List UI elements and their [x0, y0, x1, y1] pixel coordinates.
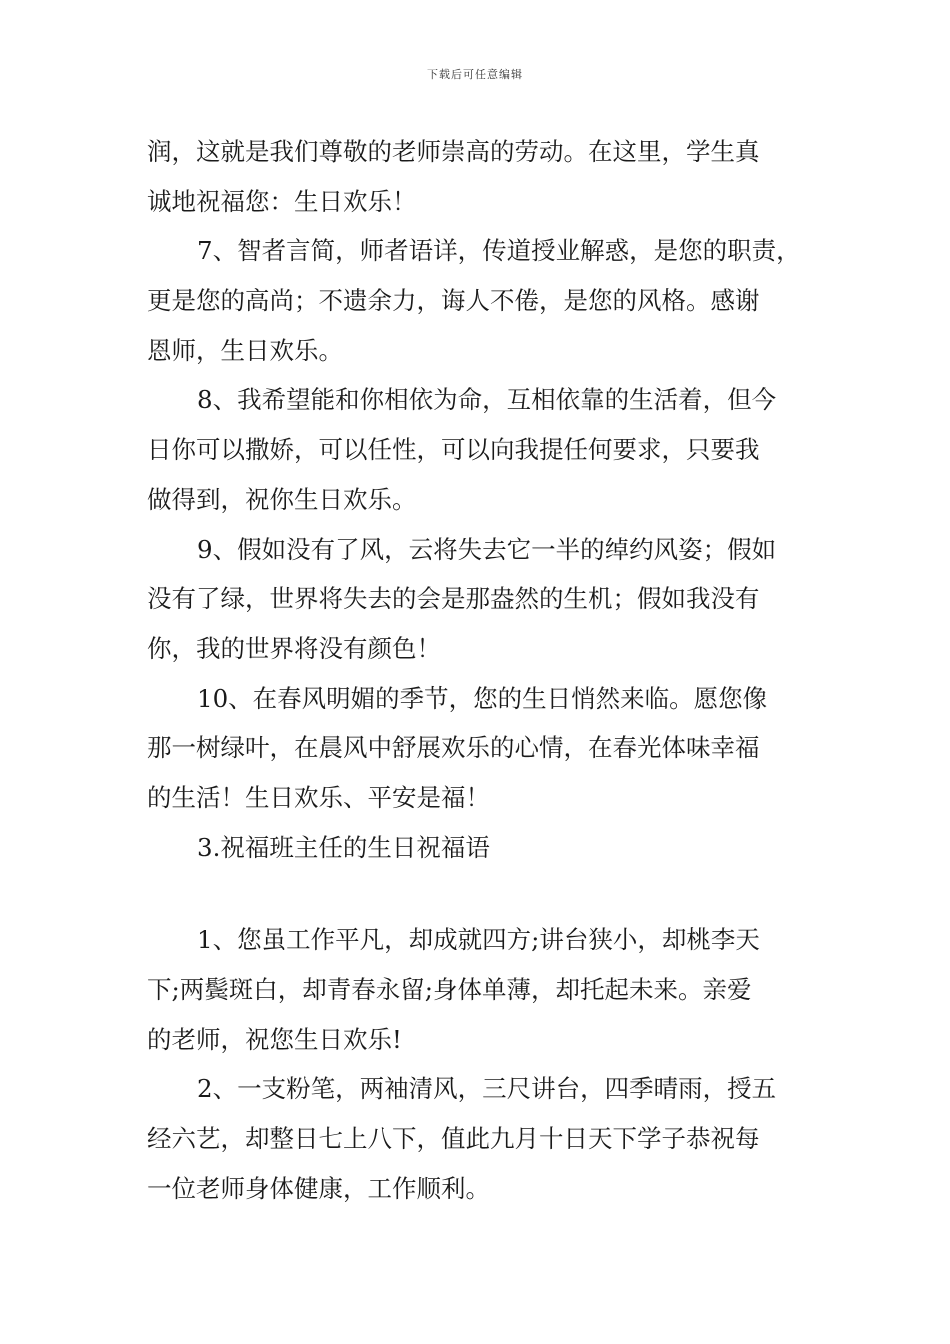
- text-line: 的生活！生日欢乐、平安是福！: [147, 782, 490, 812]
- paragraph-continuation: [147, 127, 832, 226]
- text-line: 诚地祝福您：生日欢乐！: [147, 186, 417, 216]
- text-line: 更是您的高尚；不遗余力，诲人不倦，是您的风格。感谢: [147, 286, 760, 316]
- text-line: 润，这就是我们尊敬的老师崇高的劳动。在这里，学生真: [147, 137, 760, 166]
- text-line: 下;两鬓斑白，却青春永留;身体单薄，却托起未来。亲爱: [147, 975, 752, 1004]
- paragraph-section-item-2: [147, 1064, 832, 1213]
- text-line: 做得到，祝你生日欢乐。: [147, 484, 417, 514]
- paragraph-section-item-1: [147, 915, 832, 1064]
- paragraph-item-10: [147, 674, 832, 823]
- text-line: 7、智者言简，师者语详，传道授业解惑，是您的职责，: [197, 236, 801, 266]
- paragraph-item-9: [147, 525, 832, 674]
- text-line: 恩师，生日欢乐。: [147, 335, 343, 365]
- text-line: 你，我的世界将没有颜色！: [147, 633, 441, 663]
- text-line: 1、您虽工作平凡，却成就四方;讲台狭小，却桃李天: [197, 925, 760, 955]
- text-line: 的老师，祝您生日欢乐!: [147, 1024, 402, 1054]
- page-header: 下载后可任意编辑: [427, 68, 523, 81]
- text-line: 10、在春风明媚的季节，您的生日悄然来临。愿您像: [197, 683, 768, 713]
- text-line: 9、假如没有了风，云将失去它一半的绰约风姿；假如: [197, 534, 777, 564]
- paragraph-item-7: [147, 226, 832, 375]
- text-line: 8、我希望能和你相依为命，互相依靠的生活着，但今: [197, 385, 777, 415]
- text-line: 2、一支粉笔，两袖清风，三尺讲台，四季晴雨，授五: [197, 1074, 777, 1104]
- text-line: 经六艺，却整日七上八下，值此九月十日天下学子恭祝每: [147, 1124, 760, 1154]
- blank-spacer: [147, 872, 832, 915]
- text-line: 一位老师身体健康，工作顺利。: [147, 1173, 490, 1203]
- document-body: [147, 127, 832, 1213]
- paragraph-item-8: [147, 375, 832, 524]
- text-line: 日你可以撒娇，可以任性，可以向我提任何要求，只要我: [147, 435, 760, 465]
- text-line: 那一树绿叶，在晨风中舒展欢乐的心情，在春光体味幸福: [147, 733, 760, 763]
- section-heading-text: 3.祝福班主任的生日祝福语: [197, 832, 490, 862]
- text-line: 没有了绿，世界将失去的会是那盎然的生机；假如我没有: [147, 584, 760, 614]
- section-heading: [147, 823, 832, 873]
